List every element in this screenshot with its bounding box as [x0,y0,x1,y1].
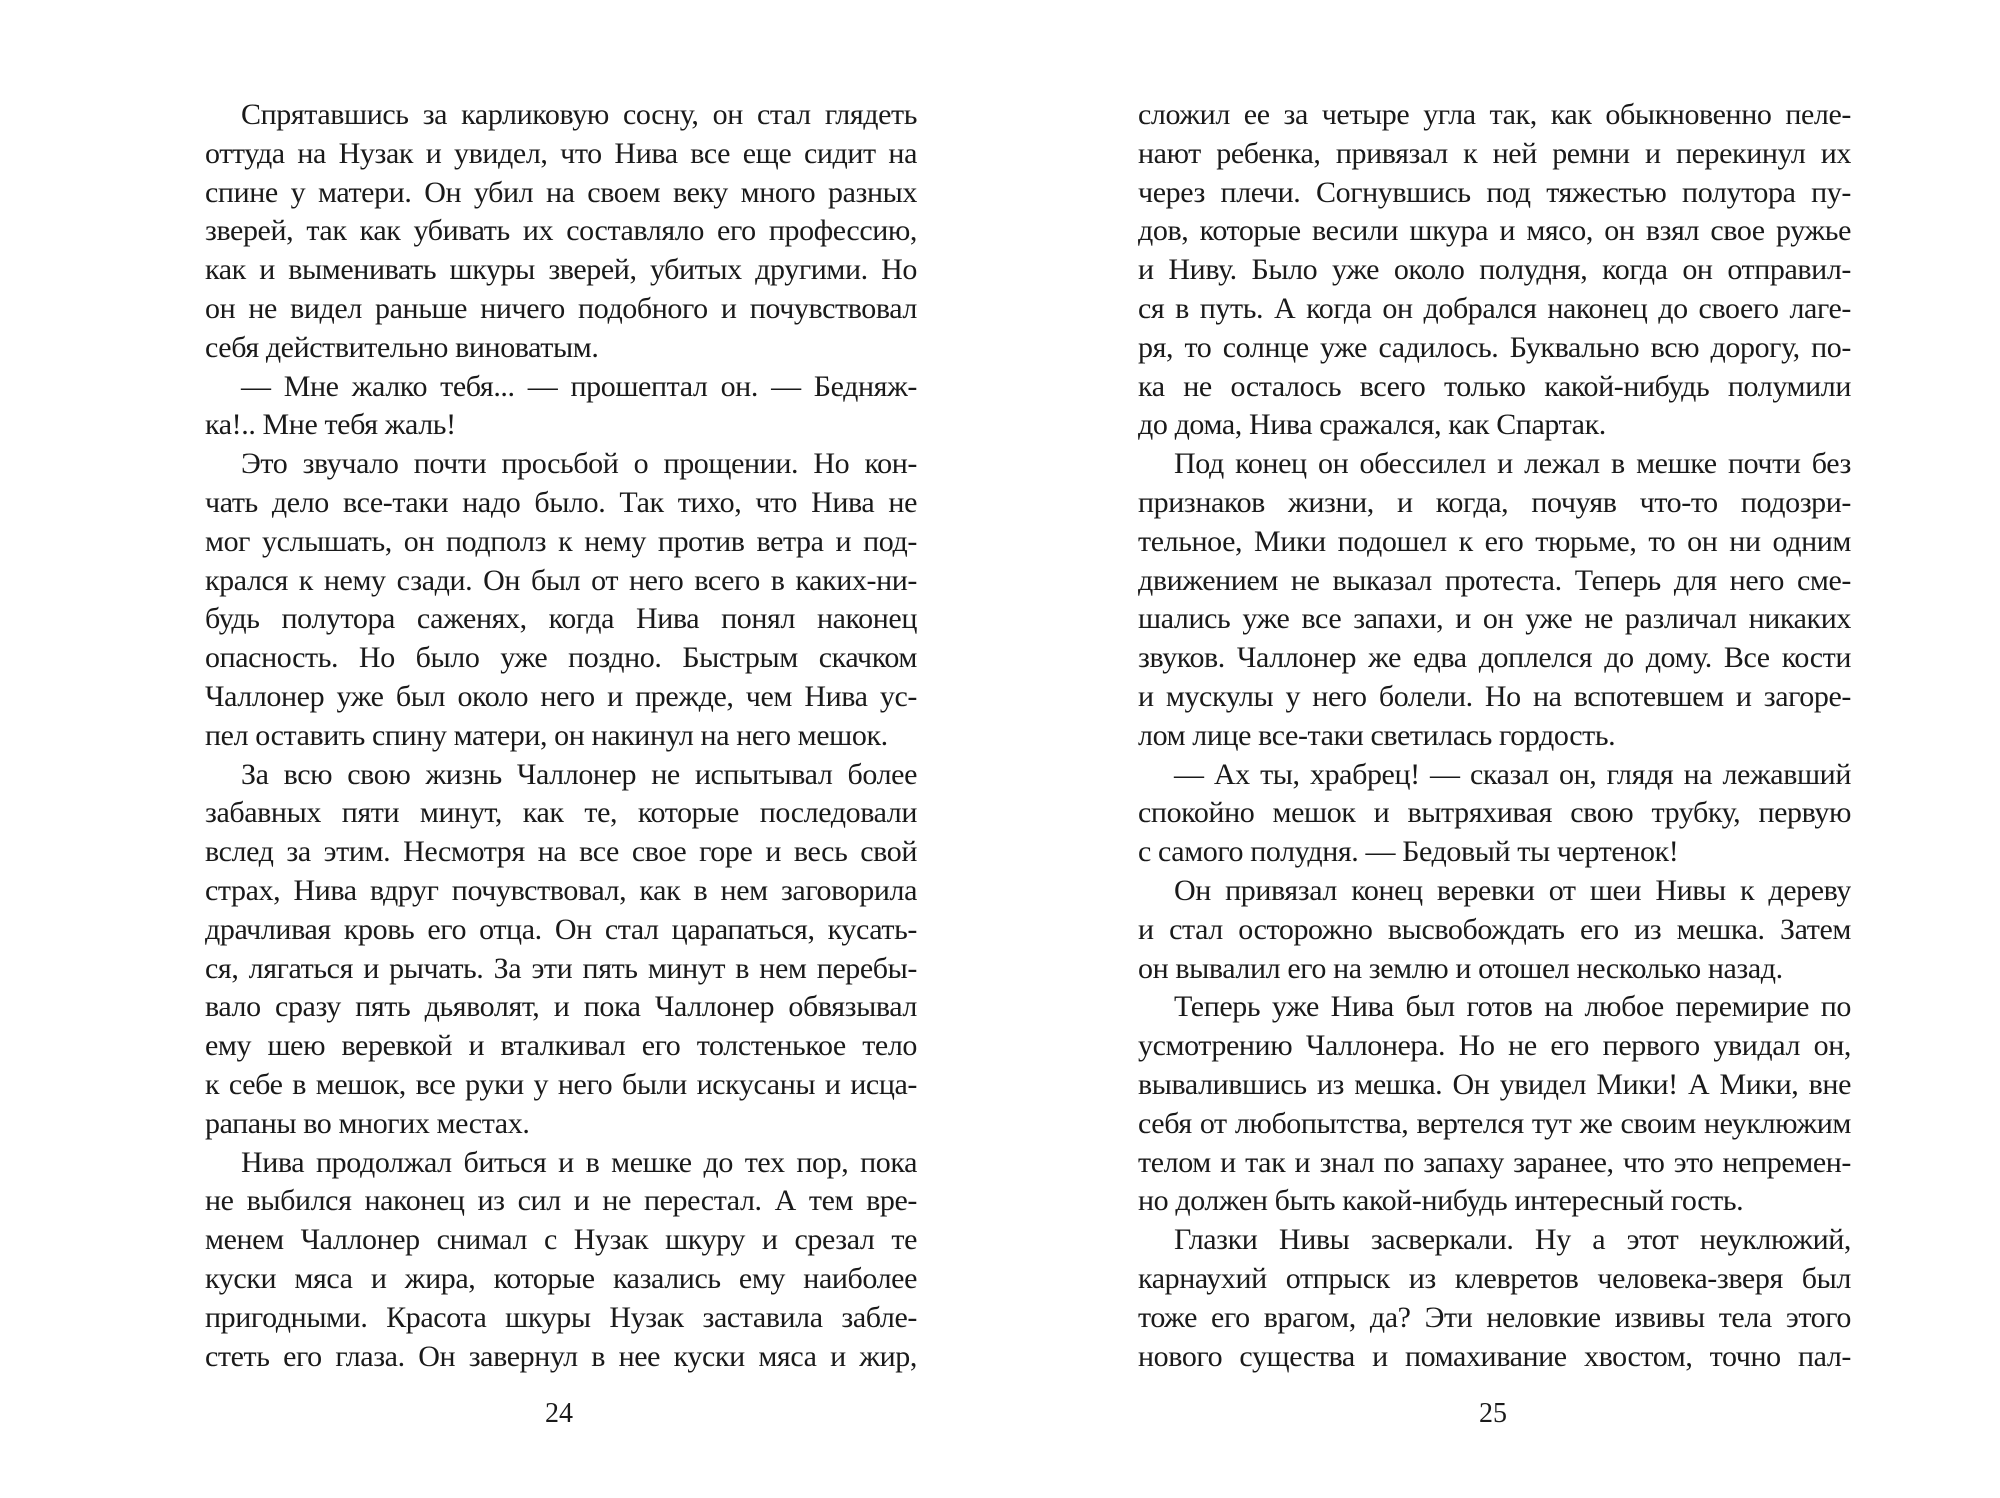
text-line: сложил ее за четыре угла так, как обыкновенно пеле- [1138,98,1851,131]
page-number-right: 25 [1479,1398,1507,1429]
text-line: Глазки Нивы засверкали. Ну а этот неуклюжий, [1174,1223,1851,1257]
text-line: звуков. Чаллонер же едва доплелся до дому. Все кости [1138,641,1851,675]
text-line: спине у матери. Он убил на своем веку много разных [205,175,917,209]
text-line: оттуда на Нузак и увидел, что Нива все еще сидит на [205,136,917,170]
text-line: зверей, так как убивать их составляло его профессию, [205,214,917,248]
text-line: он не видел раньше ничего подобного и почувствовал [205,291,917,325]
text-line: ря, то солнце уже садилось. Буквально всю дорогу, по- [1138,330,1851,364]
text-line: он вывалил его на землю и отошел несколько назад. [1138,951,1783,985]
text-line: к себе в мешок, все руки у него были искусаны и исца- [205,1067,917,1101]
text-line: карнаухий отпрыск из клевретов человека-зверя был [1138,1261,1851,1295]
text-line: но должен быть какой-нибудь интересный гость. [1138,1184,1744,1218]
text-line: нового существа и помахивание хвостом, точно пал- [1138,1339,1851,1373]
text-line: — Мне жалко тебя... — прошептал он. — Бедняж- [241,369,917,403]
text-line: опасность. Но было уже поздно. Быстрым скачком [205,641,917,675]
text-line: крался к нему сзади. Он был от него всего в каких-ни- [205,563,917,597]
text-line: движением не выказал протеста. Теперь для него сме- [1138,563,1851,597]
text-line: спокойно мешок и вытряхивая свою трубку, первую [1138,796,1851,830]
text-line: и Ниву. Было уже около полудня, когда он отправил- [1138,253,1851,287]
page-number-left: 24 [545,1398,573,1429]
text-line: вслед за этим. Несмотря на все свое горе и весь свой [205,835,917,869]
text-line: пел оставить спину матери, он накинул на него мешок. [205,718,888,752]
text-line: ка не осталось всего только какой-нибудь полумили [1138,369,1851,403]
text-line: до дома, Нива сражался, как Спартак. [1138,408,1606,442]
text-line: чать дело все-таки надо было. Так тихо, что Нива не [205,485,917,519]
text-line: не выбился наконец из сил и не перестал. А тем вре- [205,1184,917,1218]
text-line: признаков жизни, и когда, почуяв что-то подозри- [1138,485,1851,519]
text-line: ему шею веревкой и вталкивал его толстенькое тело [205,1029,917,1063]
text-line: будь полутора саженях, когда Нива понял наконец [205,602,917,636]
text-line: Нива продолжал биться и в мешке до тех пор, пока [241,1145,917,1179]
text-line: ка!.. Мне тебя жаль! [205,408,456,442]
text-line: шались уже все запахи, и он уже не различал никаких [1138,602,1851,636]
text-line: страх, Нива вдруг почувствовал, как в нем заговорила [205,873,917,907]
text-line: За всю свою жизнь Чаллонер не испытывал более [241,757,917,791]
text-line: себя действительно виноватым. [205,330,599,364]
text-line: Он привязал конец веревки от шеи Нивы к дереву [1174,873,1851,907]
text-line: дов, которые весили шкура и мясо, он взял свое ружье [1138,214,1851,248]
text-line: менем Чаллонер снимал с Нузак шкуру и срезал те [205,1223,917,1257]
text-line: тельное, Мики подошел к его тюрьме, то он ни одним [1138,524,1851,558]
text-line: вывалившись из мешка. Он увидел Мики! А Мики, вне [1138,1067,1851,1101]
text-line: ся, лягаться и рычать. За эти пять минут в нем перебы- [205,951,917,985]
left-page-text [205,96,917,1376]
text-line: Спрятавшись за карликовую сосну, он стал глядеть [241,98,917,131]
text-line: пригодными. Красота шкуры Нузак заставила забле- [205,1300,917,1334]
text-line: нают ребенка, привязал к ней ремни и перекинул их [1138,136,1851,170]
text-line: через плечи. Согнувшись под тяжестью полутора пу- [1138,175,1851,209]
text-line: рапаны во многих местах. [205,1106,530,1140]
text-line: драчливая кровь его отца. Он стал царапаться, кусать- [205,912,917,946]
right-page-text [1138,96,1851,1376]
text-line: — Ах ты, храбрец! — сказал он, глядя на лежавший [1174,757,1851,791]
text-line: себя от любопытства, вертелся тут же своим неуклюжим [1138,1106,1851,1140]
text-line: лом лице все-таки светилась гордость. [1138,718,1616,752]
text-line: тоже его врагом, да? Эти неловкие извивы тела этого [1138,1300,1851,1334]
text-line: и стал осторожно высвобождать его из мешка. Затем [1138,912,1851,946]
text-line: усмотрению Чаллонера. Но не его первого увидал он, [1138,1029,1851,1063]
text-line: Это звучало почти просьбой о прощении. Но кон- [241,447,917,481]
text-line: Чаллонер уже был около него и прежде, чем Нива ус- [205,679,917,713]
text-line: забавных пяти минут, как те, которые последовали [205,796,917,830]
text-line: мог услышать, он подполз к нему против ветра и под- [205,524,917,558]
text-line: с самого полудня. — Бедовый ты чертенок! [1138,835,1679,869]
text-line: стеть его глаза. Он завернул в нее куски мяса и жир, [205,1339,917,1373]
text-line: Теперь уже Нива был готов на любое перемирие по [1174,990,1851,1024]
text-line: куски мяса и жира, которые казались ему наиболее [205,1261,917,1295]
right-page [1000,0,2000,1498]
text-line: вало сразу пять дьяволят, и пока Чаллонер обвязывал [205,990,917,1024]
text-line: Под конец он обессилел и лежал в мешке почти без [1174,447,1851,481]
text-line: и мускулы у него болели. Но на вспотевшем и загоре- [1138,679,1851,713]
text-line: как и выменивать шкуры зверей, убитых другими. Но [205,253,917,287]
text-line: ся в путь. А когда он добрался наконец до своего лаге- [1138,291,1851,325]
text-line: телом и так и знал по запаху заранее, что это непремен- [1138,1145,1851,1179]
